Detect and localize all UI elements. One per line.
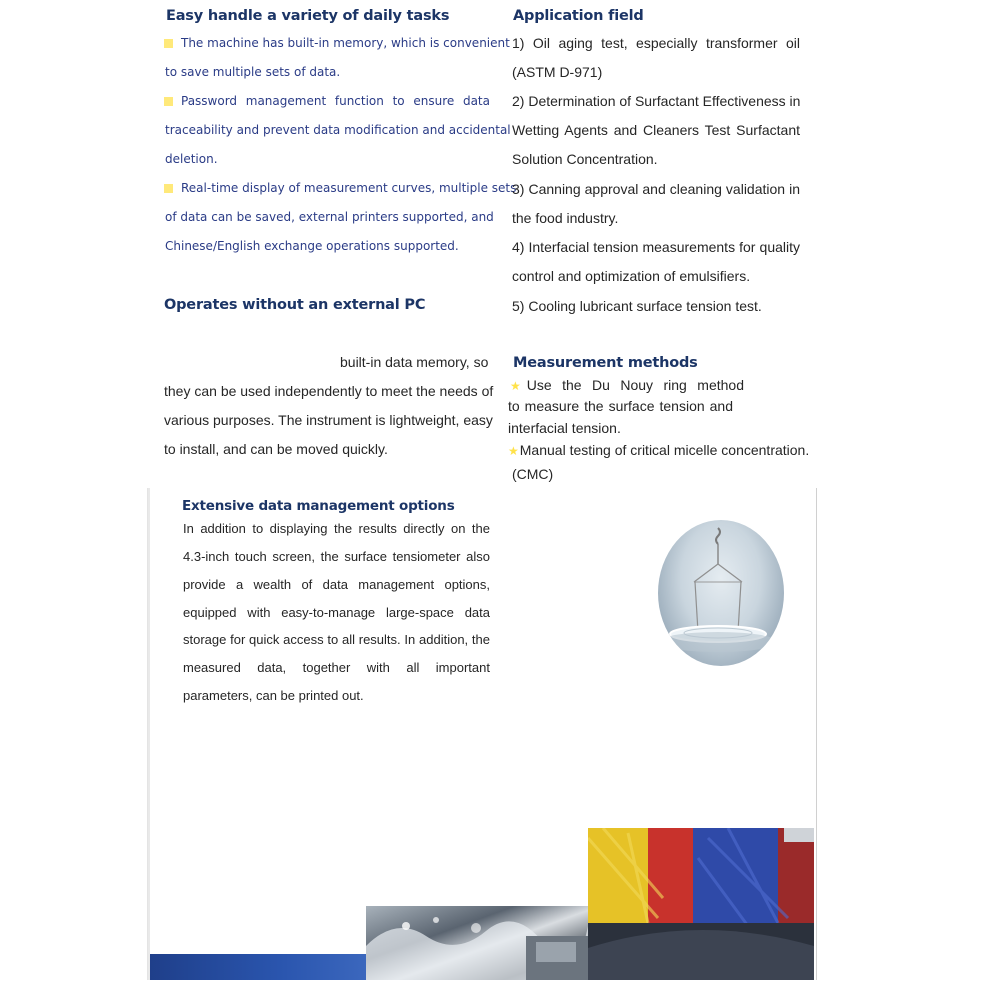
heading-easy-handle: Easy handle a variety of daily tasks	[166, 8, 450, 24]
application-line10: 5) Cooling lubricant surface tension test.	[512, 298, 762, 314]
square-bullet-icon	[164, 39, 173, 48]
datamgmt-line5: storage for quick access to all results. In addition, the	[183, 632, 490, 647]
bullet-realtime-line2: of data can be saved, external printers supported, and	[165, 210, 494, 224]
du-nouy-ring-photo	[658, 520, 784, 666]
application-line4: Wetting Agents and Cleaners Test Surfactant	[512, 122, 800, 138]
methods-text: Manual testing of critical micelle concentration.	[519, 442, 810, 458]
application-line5: Solution Concentration.	[512, 151, 658, 167]
bullet-text: The machine has built-in memory, which is convenient	[181, 36, 510, 50]
bullet-password-line2: traceability and prevent data modification and accidental	[165, 123, 511, 137]
datamgmt-line3: provide a wealth of data management options,	[183, 577, 490, 592]
application-line2: (ASTM D-971)	[512, 64, 603, 80]
methods-line5: (CMC)	[512, 466, 554, 482]
bullet-password-line1	[164, 94, 490, 108]
bullet-realtime-line1	[164, 181, 517, 195]
application-line1: 1) Oil aging test, especially transformer oil	[512, 35, 800, 51]
bullet-memory-line1	[164, 36, 510, 50]
blue-accent-bar	[150, 954, 366, 980]
methods-line4	[508, 442, 809, 458]
water-splash-photo	[366, 906, 588, 980]
operates-line1: built-in data memory, so	[340, 354, 489, 370]
methods-line3: interfacial tension.	[508, 420, 621, 436]
square-bullet-icon	[164, 97, 173, 106]
methods-line2: to measure the surface tension and	[508, 398, 733, 414]
datamgmt-line7: parameters, can be printed out.	[183, 688, 364, 703]
operates-line4: to install, and can be moved quickly.	[164, 441, 388, 457]
application-line3: 2) Determination of Surfactant Effectiveness in	[512, 93, 801, 109]
datamgmt-line1: In addition to displaying the results directly on the	[183, 521, 490, 536]
square-bullet-icon	[164, 184, 173, 193]
datamgmt-line2: 4.3-inch touch screen, the surface tensiometer also	[183, 549, 490, 564]
operates-line3: various purposes. The instrument is lightweight, easy	[164, 412, 493, 428]
bullet-text: Password management function to ensure data	[181, 94, 490, 108]
application-line7: the food industry.	[512, 210, 619, 226]
datamgmt-line4: equipped with easy-to-manage large-space data	[183, 605, 490, 620]
heading-application-field: Application field	[513, 8, 644, 24]
heading-data-management: Extensive data management options	[182, 498, 455, 514]
bullet-memory-line2: to save multiple sets of data.	[165, 65, 341, 79]
panel-edge	[148, 488, 150, 980]
star-bullet-icon: ★	[508, 444, 519, 458]
application-line9: control and optimization of emulsifiers.	[512, 268, 751, 284]
methods-text: Use the Du Nouy ring method	[526, 377, 744, 393]
datamgmt-line6: measured data, together with all important	[183, 660, 490, 675]
operates-line2: they can be used independently to meet the needs of	[164, 383, 494, 399]
application-line8: 4) Interfacial tension measurements for quality	[512, 239, 800, 255]
bullet-text: Real-time display of measurement curves, multiple sets	[181, 181, 517, 195]
heading-operates-without-pc: Operates without an external PC	[164, 297, 426, 313]
application-line6: 3) Canning approval and cleaning validation in	[512, 181, 800, 197]
star-bullet-icon: ★	[510, 379, 521, 393]
methods-line1	[510, 377, 744, 393]
bullet-realtime-line3: Chinese/English exchange operations supported.	[165, 239, 459, 253]
heading-measurement-methods: Measurement methods	[513, 355, 698, 371]
bullet-password-line3: deletion.	[165, 152, 218, 166]
car-wash-brushes-photo	[588, 828, 814, 980]
